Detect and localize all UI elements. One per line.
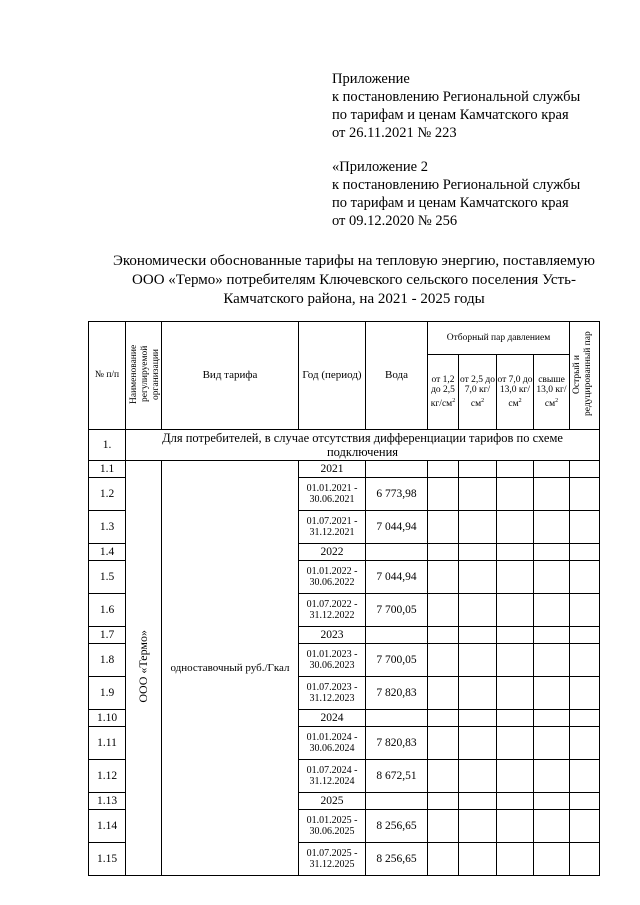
empty-steam-cell <box>428 810 459 843</box>
section-row <box>89 430 600 461</box>
empty-steam-cell <box>534 544 570 561</box>
water-value <box>366 793 428 810</box>
empty-steam-cell <box>534 760 570 793</box>
empty-steam-cell <box>534 478 570 511</box>
table-row <box>89 461 600 478</box>
empty-steam-cell <box>570 478 600 511</box>
period-range: 01.01.2024 - 30.06.2024 <box>299 727 366 760</box>
header-water: Вода <box>366 322 428 430</box>
empty-steam-cell <box>497 561 534 594</box>
empty-steam-cell <box>459 511 497 544</box>
empty-steam-cell <box>570 461 600 478</box>
empty-steam-cell <box>534 644 570 677</box>
header-period: Год (период) <box>299 322 366 430</box>
row-num: 1.10 <box>89 710 126 727</box>
row-num: 1.7 <box>89 627 126 644</box>
empty-steam-cell <box>534 793 570 810</box>
period-range: 01.01.2021 - 30.06.2021 <box>299 478 366 511</box>
empty-steam-cell <box>570 710 600 727</box>
row-num: 1.3 <box>89 511 126 544</box>
row-num: 1.1 <box>89 461 126 478</box>
pressure-3-label: от 7,0 до 13,0 кг/см <box>497 374 533 409</box>
document-title <box>70 252 638 309</box>
title-line: ООО «Термо» потребителям Ключевского сельского поселения Усть- <box>132 272 576 288</box>
sup-2: 2 <box>452 397 456 404</box>
empty-steam-cell <box>428 727 459 760</box>
empty-steam-cell <box>459 843 497 876</box>
empty-steam-cell <box>570 843 600 876</box>
empty-steam-cell <box>428 644 459 677</box>
pressure-1-label: от 1,2 до 2,5 кг/см <box>430 374 455 409</box>
appendix-line: по тарифам и ценам Камчатского края <box>332 107 569 123</box>
period-range: 01.07.2024 - 31.12.2024 <box>299 760 366 793</box>
empty-steam-cell <box>497 644 534 677</box>
sup-2: 2 <box>555 397 559 404</box>
appendix2-line: к постановлению Региональной службы <box>332 177 581 193</box>
empty-steam-cell <box>534 511 570 544</box>
empty-steam-cell <box>459 810 497 843</box>
appendix2-header <box>332 158 622 230</box>
empty-steam-cell <box>428 594 459 627</box>
empty-steam-cell <box>570 727 600 760</box>
row-num: 1.11 <box>89 727 126 760</box>
water-value <box>366 627 428 644</box>
empty-steam-cell <box>497 461 534 478</box>
empty-steam-cell <box>534 677 570 710</box>
period-year: 2023 <box>299 627 366 644</box>
water-value: 7 044,94 <box>366 511 428 544</box>
header-org <box>126 322 162 430</box>
section-num: 1. <box>89 430 126 461</box>
row-num: 1.5 <box>89 561 126 594</box>
period-range: 01.07.2023 - 31.12.2023 <box>299 677 366 710</box>
period-range: 01.01.2025 - 30.06.2025 <box>299 810 366 843</box>
period-range: 01.07.2021 - 31.12.2021 <box>299 511 366 544</box>
header-tariff-type: Вид тарифа <box>162 322 299 430</box>
empty-steam-cell <box>428 793 459 810</box>
empty-steam-cell <box>428 478 459 511</box>
empty-steam-cell <box>428 511 459 544</box>
row-num: 1.15 <box>89 843 126 876</box>
row-num: 1.8 <box>89 644 126 677</box>
empty-steam-cell <box>570 760 600 793</box>
empty-steam-cell <box>428 461 459 478</box>
row-num: 1.13 <box>89 793 126 810</box>
empty-steam-cell <box>459 677 497 710</box>
empty-steam-cell <box>570 511 600 544</box>
empty-steam-cell <box>459 627 497 644</box>
section-title: Для потребителей, в случае отсутствия дифференциации тарифов по схеме подключения <box>126 430 600 461</box>
water-value: 7 700,05 <box>366 644 428 677</box>
water-value: 8 256,65 <box>366 843 428 876</box>
empty-steam-cell <box>497 677 534 710</box>
water-value: 7 044,94 <box>366 561 428 594</box>
appendix-line: Приложение <box>332 71 410 87</box>
period-range: 01.07.2025 - 31.12.2025 <box>299 843 366 876</box>
empty-steam-cell <box>534 594 570 627</box>
water-value: 7 820,83 <box>366 677 428 710</box>
empty-steam-cell <box>428 760 459 793</box>
header-pressure-4 <box>534 355 570 430</box>
empty-steam-cell <box>570 677 600 710</box>
empty-steam-cell <box>534 710 570 727</box>
row-num: 1.9 <box>89 677 126 710</box>
water-value: 8 672,51 <box>366 760 428 793</box>
sup-2: 2 <box>481 397 485 404</box>
water-value <box>366 710 428 727</box>
empty-steam-cell <box>497 793 534 810</box>
header-org-text: Наименование регулируемой организации <box>128 344 161 404</box>
empty-steam-cell <box>570 793 600 810</box>
empty-steam-cell <box>428 561 459 594</box>
empty-steam-cell <box>570 810 600 843</box>
row-num: 1.6 <box>89 594 126 627</box>
empty-steam-cell <box>534 627 570 644</box>
org-cell <box>126 461 162 876</box>
empty-steam-cell <box>570 544 600 561</box>
period-year: 2025 <box>299 793 366 810</box>
pressure-4-label: свыше 13,0 кг/см <box>536 374 567 409</box>
period-range: 01.01.2022 - 30.06.2022 <box>299 561 366 594</box>
appendix-header <box>332 70 622 142</box>
header-num: № п/п <box>89 322 126 430</box>
empty-steam-cell <box>428 627 459 644</box>
empty-steam-cell <box>497 760 534 793</box>
period-range: 01.07.2022 - 31.12.2022 <box>299 594 366 627</box>
row-num: 1.4 <box>89 544 126 561</box>
row-num: 1.12 <box>89 760 126 793</box>
water-value <box>366 461 428 478</box>
empty-steam-cell <box>459 793 497 810</box>
title-line: Экономически обоснованные тарифы на тепловую энергию, поставляемую <box>112 253 595 269</box>
water-value <box>366 544 428 561</box>
empty-steam-cell <box>428 710 459 727</box>
tariff-table <box>88 321 600 876</box>
tariff-type-cell: одноставочный руб./Гкал <box>162 461 299 876</box>
water-value: 6 773,98 <box>366 478 428 511</box>
empty-steam-cell <box>459 710 497 727</box>
water-value: 7 700,05 <box>366 594 428 627</box>
empty-steam-cell <box>497 594 534 627</box>
empty-steam-cell <box>497 727 534 760</box>
header-steam-group: Отборный пар давлением <box>428 322 570 355</box>
empty-steam-cell <box>570 594 600 627</box>
empty-steam-cell <box>497 627 534 644</box>
empty-steam-cell <box>497 511 534 544</box>
empty-steam-cell <box>428 677 459 710</box>
empty-steam-cell <box>459 644 497 677</box>
empty-steam-cell <box>459 478 497 511</box>
water-value: 7 820,83 <box>366 727 428 760</box>
empty-steam-cell <box>534 727 570 760</box>
row-num: 1.2 <box>89 478 126 511</box>
empty-steam-cell <box>497 478 534 511</box>
row-num: 1.14 <box>89 810 126 843</box>
empty-steam-cell <box>570 644 600 677</box>
appendix2-line: по тарифам и ценам Камчатского края <box>332 195 569 211</box>
empty-steam-cell <box>534 843 570 876</box>
header-acute-text: Острый и редуцированный пар <box>571 331 593 417</box>
org-name: ООО «Термо» <box>136 630 150 703</box>
period-year: 2021 <box>299 461 366 478</box>
header-pressure-3 <box>497 355 534 430</box>
empty-steam-cell <box>459 461 497 478</box>
empty-steam-cell <box>459 727 497 760</box>
empty-steam-cell <box>534 561 570 594</box>
title-line: Камчатского района, на 2021 - 2025 годы <box>223 291 485 307</box>
empty-steam-cell <box>428 843 459 876</box>
water-value: 8 256,65 <box>366 810 428 843</box>
empty-steam-cell <box>534 461 570 478</box>
empty-steam-cell <box>570 561 600 594</box>
header-pressure-1 <box>428 355 459 430</box>
empty-steam-cell <box>459 561 497 594</box>
sup-2: 2 <box>518 397 522 404</box>
pressure-2-label: от 2,5 до 7,0 кг/см <box>460 374 495 409</box>
empty-steam-cell <box>497 810 534 843</box>
appendix-line: к постановлению Региональной службы <box>332 89 581 105</box>
empty-steam-cell <box>459 760 497 793</box>
empty-steam-cell <box>459 544 497 561</box>
empty-steam-cell <box>497 843 534 876</box>
appendix2-line: от 09.12.2020 № 256 <box>332 213 458 229</box>
empty-steam-cell <box>459 594 497 627</box>
period-year: 2024 <box>299 710 366 727</box>
empty-steam-cell <box>570 627 600 644</box>
empty-steam-cell <box>428 544 459 561</box>
period-year: 2022 <box>299 544 366 561</box>
appendix2-line: «Приложение 2 <box>332 159 428 175</box>
appendix-line: от 26.11.2021 № 223 <box>332 125 457 141</box>
empty-steam-cell <box>534 810 570 843</box>
empty-steam-cell <box>497 710 534 727</box>
header-acute-steam <box>570 322 600 430</box>
empty-steam-cell <box>497 544 534 561</box>
header-pressure-2 <box>459 355 497 430</box>
period-range: 01.01.2023 - 30.06.2023 <box>299 644 366 677</box>
